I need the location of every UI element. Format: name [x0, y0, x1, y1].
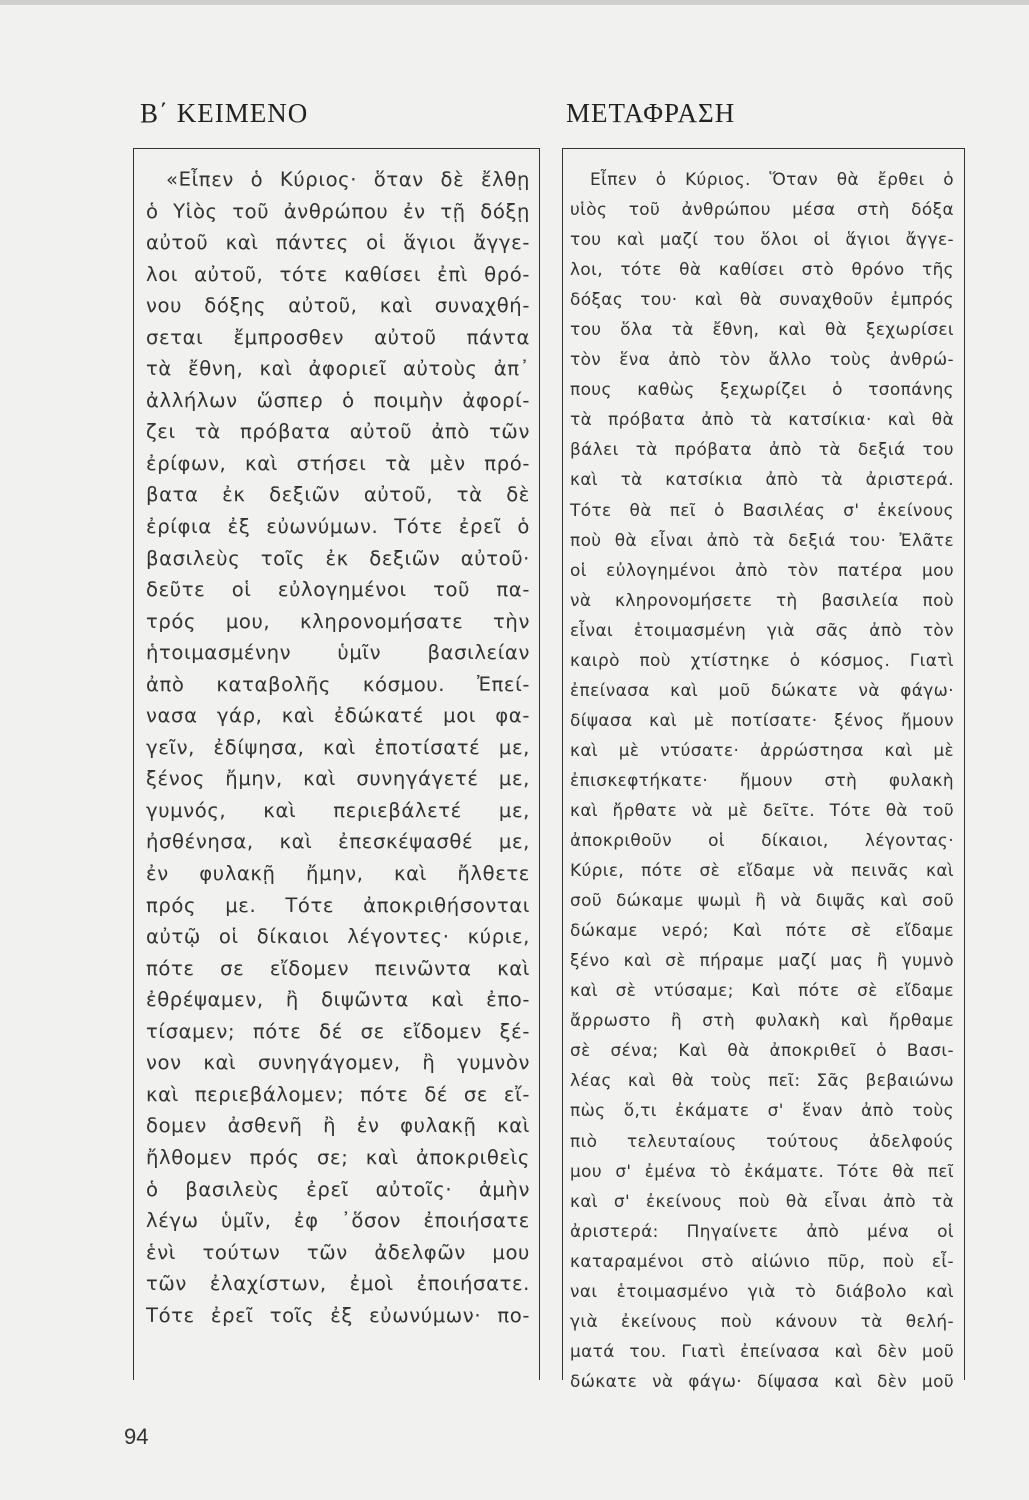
text-line: σεται ἔμπροσθεν αὐτοῦ πάντα: [146, 325, 530, 349]
text-line: τρός μου, κληρονομήσατε τὴν: [146, 609, 530, 633]
text-line: δεῦτε οἱ εὐλογημένοι τοῦ πα-: [146, 578, 530, 602]
text-line: καὶ σὲ ντύσαμε; Καὶ πότε σὲ εἴδαμε: [570, 980, 954, 1001]
text-line: λέας καὶ θὰ τοὺς πεῖ: Σᾶς βεβαιώνω: [570, 1070, 954, 1091]
text-line: ξένος ἤμην, καὶ συνηγάγετέ με,: [146, 767, 530, 791]
text-line: ἐρίφων, καὶ στήσει τὰ μὲν πρό-: [146, 451, 530, 475]
text-line: τῶν ἐλαχίστων, ἐμοὶ ἐποιήσατε.: [146, 1272, 530, 1296]
text-line: ἀποκριθοῦν οἱ δίκαιοι, λέγοντας·: [570, 830, 954, 851]
text-line: ἠσθένησα, καὶ ἐπεσκέψασθέ με,: [146, 830, 530, 854]
text-line: ἐρίφια ἐξ εὐωνύμων. Τότε ἐρεῖ ὁ: [146, 515, 530, 539]
text-line: ἤλθομεν πρός σε; καὶ ἀποκριθεὶς: [146, 1145, 530, 1169]
text-line: ξένο καὶ σὲ πήραμε μαζί μας ἢ γυμνὸ: [570, 950, 954, 971]
text-line: εἶναι ἑτοιμασμένη γιὰ σᾶς ἀπὸ τὸν: [570, 619, 954, 640]
text-line: γεῖν, ἐδίψησα, καὶ ἐποτίσατέ με,: [146, 735, 530, 759]
text-line: λέγω ὑμῖν, ἐφ ᾿ὅσον ἐποιήσατε: [146, 1209, 530, 1233]
text-line: οἱ εὐλογημένοι ἀπὸ τὸν πατέρα μου: [570, 559, 954, 580]
text-line: λοι, τότε θὰ καθίσει στὸ θρόνο τῆς: [570, 259, 954, 280]
text-line: νον καὶ συνηγάγομεν, ἢ γυμνὸν: [146, 1051, 530, 1075]
text-line: νὰ κληρονομήσετε τὴ βασιλεία ποὺ: [570, 589, 954, 610]
text-line: δώκαμε νερό; Καὶ πότε σὲ εἴδαμε: [570, 920, 954, 941]
text-line: ἀπὸ καταβολῆς κόσμου. Ἐπεί-: [146, 672, 530, 696]
text-line: βασιλεὺς τοῖς ἐκ δεξιῶν αὐτοῦ·: [146, 546, 530, 570]
text-line: βάλει τὰ πρόβατα ἀπὸ τὰ δεξιά του: [570, 439, 954, 460]
text-line: Τότε θὰ πεῖ ὁ Βασιλέας σ' ἐκείνους: [570, 499, 954, 520]
text-line: ναι ἑτοιμασμένο γιὰ τὸ διάβολο καὶ: [570, 1280, 954, 1301]
text-line: ποὺ θὰ εἶναι ἀπὸ τὰ δεξιά του· Ἐλᾶτε: [570, 529, 954, 550]
text-line: νου δόξης αὐτοῦ, καὶ συναχθή-: [146, 294, 530, 318]
text-line: ἐθρέψαμεν, ἢ διψῶντα καὶ ἐπο-: [146, 988, 530, 1012]
text-line: τὰ πρόβατα ἀπὸ τὰ κατσίκια· καὶ θὰ: [570, 409, 954, 430]
text-line: καὶ μὲ ντύσατε· ἀρρώστησα καὶ μὲ: [570, 739, 954, 760]
text-line: καιρὸ ποὺ χτίστηκε ὁ κόσμος. Γιατὶ: [570, 649, 954, 670]
text-line: σὲ σένα; Καὶ θὰ ἀποκριθεῖ ὁ Βασι-: [570, 1040, 954, 1061]
text-line: ζει τὰ πρόβατα αὐτοῦ ἀπὸ τῶν: [146, 420, 530, 444]
text-line: μου σ' ἐμένα τὸ ἐκάματε. Τότε θὰ πεῖ: [570, 1160, 954, 1181]
text-line: Τότε ἐρεῖ τοῖς ἐξ εὐωνύμων· πο-: [146, 1303, 530, 1327]
text-line: πιὸ τελευταίους τούτους ἀδελφούς: [570, 1130, 954, 1151]
page-top-edge: [0, 0, 1029, 5]
text-line: λοι αὐτοῦ, τότε καθίσει ἐπὶ θρό-: [146, 262, 530, 286]
text-line: τὰ ἔθνη, καὶ ἀφοριεῖ αὐτοὺς ἀπ᾿: [146, 357, 530, 381]
text-line: πρός με. Τότε ἀποκριθήσονται: [146, 893, 530, 917]
text-line: ἐν φυλακῇ ἤμην, καὶ ἤλθετε: [146, 862, 530, 886]
translation-column: [570, 164, 954, 1396]
text-line: Κύριε, πότε σὲ εἴδαμε νὰ πεινᾶς καὶ: [570, 860, 954, 881]
text-line: υἱὸς τοῦ ἀνθρώπου μέσα στὴ δόξα: [570, 199, 954, 220]
text-line: δώκατε νὰ φάγω· δίψασα καὶ δὲν μοῦ: [570, 1370, 954, 1391]
text-line: πους καθὼς ξεχωρίζει ὁ τσοπάνης: [570, 379, 954, 400]
text-line: ἐπείνασα καὶ μοῦ δώκατε νὰ φάγω·: [570, 679, 954, 700]
text-line: καὶ σ' ἐκείνους ποὺ θὰ εἶναι ἀπὸ τὰ: [570, 1190, 954, 1211]
text-line: δίψασα καὶ μὲ ποτίσατε· ξένος ἤμουν: [570, 709, 954, 730]
text-line: ἀριστερά: Πηγαίνετε ἀπὸ μένα οἱ: [570, 1220, 954, 1241]
text-line: γυμνός, καὶ περιεβάλετέ με,: [146, 798, 530, 822]
text-line: σοῦ δώκαμε ψωμὶ ἢ νὰ διψᾶς καὶ σοῦ: [570, 890, 954, 911]
text-line: δομεν ἀσθενῆ ἢ ἐν φυλακῇ καὶ: [146, 1114, 530, 1138]
text-line: ἄρρωστο ἢ στὴ φυλακὴ καὶ ἤρθαμε: [570, 1010, 954, 1031]
page-number: 94: [124, 1424, 149, 1449]
text-line: πὼς ὅ,τι ἐκάματε σ' ἕναν ἀπὸ τοὺς: [570, 1100, 954, 1121]
original-text-column: [146, 164, 530, 1331]
text-line: τὸν ἕνα ἀπὸ τὸν ἄλλο τοὺς ἀνθρώ-: [570, 349, 954, 370]
text-line: καὶ τὰ κατσίκια ἀπὸ τὰ ἀριστερά.: [570, 469, 954, 490]
text-line: του καὶ μαζί του ὅλοι οἱ ἅγιοι ἄγγε-: [570, 229, 954, 250]
text-line: νασα γάρ, καὶ ἐδώκατέ μοι φα-: [146, 704, 530, 728]
text-line: καὶ περιεβάλομεν; πότε δέ σε εἴ-: [146, 1082, 530, 1106]
text-line: γιὰ ἐκείνους ποὺ κάνουν τὰ θελή-: [570, 1310, 954, 1331]
text-line: καταραμένοι στὸ αἰώνιο πῦρ, ποὺ εἶ-: [570, 1250, 954, 1271]
text-line: «Εἶπεν ὁ Κύριος· ὅταν δὲ ἔλθῃ: [166, 168, 530, 191]
text-line: καὶ ἤρθατε νὰ μὲ δεῖτε. Τότε θὰ τοῦ: [570, 799, 954, 820]
text-line: Εἶπεν ὁ Κύριος. Ὅταν θὰ ἔρθει ὁ: [590, 169, 954, 189]
text-line: του ὅλα τὰ ἔθνη, καὶ θὰ ξεχωρίσει: [570, 319, 954, 340]
text-line: τίσαμεν; πότε δέ σε εἴδομεν ξέ-: [146, 1019, 530, 1043]
text-line: ἐπισκεφτήκατε· ἤμουν στὴ φυλακὴ: [570, 769, 954, 790]
text-line: αὐτῷ οἱ δίκαιοι λέγοντες· κύριε,: [146, 925, 530, 949]
text-line: δόξας του· καὶ θὰ συναχθοῦν ἐμπρός: [570, 289, 954, 310]
text-line: ὁ Υἱὸς τοῦ ἀνθρώπου ἐν τῇ δόξῃ: [146, 199, 530, 223]
text-line: βατα ἐκ δεξιῶν αὐτοῦ, τὰ δὲ: [146, 483, 530, 507]
translation-heading: ΜΕΤΑΦΡΑΣΗ: [566, 98, 736, 128]
original-text-heading: Β΄ ΚΕΙΜΕΝΟ: [140, 98, 309, 128]
text-line: ὁ βασιλεὺς ἐρεῖ αὐτοῖς· ἀμὴν: [146, 1177, 530, 1201]
text-line: αὐτοῦ καὶ πάντες οἱ ἅγιοι ἄγγε-: [146, 231, 530, 255]
text-line: πότε σε εἴδομεν πεινῶντα καὶ: [146, 956, 530, 980]
text-line: ματά του. Γιατὶ ἐπείνασα καὶ δὲν μοῦ: [570, 1340, 954, 1361]
text-line: ἡτοιμασμένην ὑμῖν βασιλείαν: [146, 641, 530, 665]
text-line: ἑνὶ τούτων τῶν ἀδελφῶν μου: [146, 1240, 530, 1264]
text-line: ἀλλήλων ὥσπερ ὁ ποιμὴν ἀφορί-: [146, 388, 530, 412]
